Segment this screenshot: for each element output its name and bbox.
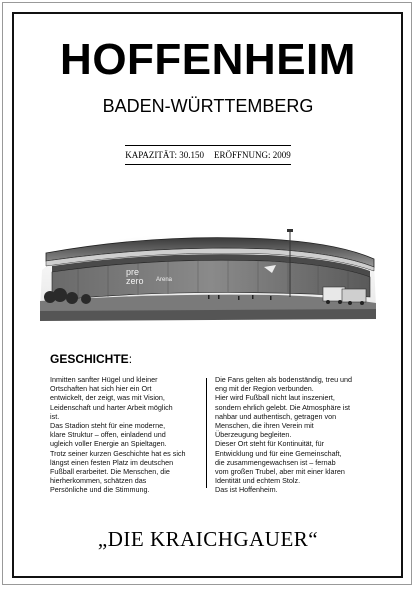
region-subtitle: BADEN-WÜRTTEMBERG	[102, 96, 314, 116]
poster-title: HOFFENHEIM	[60, 35, 356, 84]
capacity-info-bar	[125, 145, 291, 165]
text-line: nahbar und authentisch, getragen von	[215, 411, 337, 421]
text-line: Die Fans gelten als bodenständig, treu und	[215, 375, 353, 384]
stadium-sign-arena: Arena	[156, 277, 173, 283]
text-line: längst einen festen Platz im deutschen	[50, 457, 174, 467]
capacity-text: KAPAZITÄT: 30.150	[125, 150, 204, 160]
text-line: Menschen, die ihren Verein mit	[215, 421, 314, 431]
text-line: sondern ehrlich gelebt. Die Atmosphäre ist	[215, 402, 351, 412]
text-line: Ortschaften hat sich hier ein Ort	[50, 384, 152, 394]
text-line: Das Stadion steht für eine moderne,	[50, 421, 166, 431]
text-line: Das ist Hoffenheim.	[215, 485, 278, 495]
opening-text: ERÖFFNUNG: 2009	[213, 150, 291, 160]
text-line: Inmitten sanfter Hügel und kleiner	[50, 375, 158, 384]
text-line: ist.	[50, 411, 60, 421]
text-line: Leidenschaft und harter Arbeit möglich	[50, 402, 173, 412]
stadium-sign-zero: zero	[126, 276, 144, 286]
history-left-column	[50, 375, 200, 495]
section-heading	[50, 352, 132, 366]
text-line: Persönliche und die Stimmung.	[50, 485, 150, 495]
text-line: Dieser Ort steht für Kontinuität, für	[215, 439, 325, 449]
section-heading-text: GESCHICHTE	[50, 352, 129, 366]
text-line: die zusammengewachsen ist – fernab	[215, 457, 336, 467]
text-line: vom großen Trubel, aber mit einer klaren	[215, 467, 345, 477]
text-line: Trotz seiner kurzen Geschichte hat es sich	[50, 448, 186, 458]
section-heading-colon: :	[128, 352, 133, 366]
history-right-column	[215, 375, 367, 495]
stadium-illustration	[38, 215, 378, 325]
text-line: Identität und echtem Stolz.	[215, 476, 301, 486]
text-line: ugleich voller Energie an Spieltagen.	[50, 439, 167, 449]
text-line: Fußball erarbeitet. Die Menschen, die	[50, 467, 170, 477]
column-divider	[206, 378, 207, 488]
text-line: eng mit der Region verbunden.	[215, 384, 314, 394]
text-line: Entwicklung und für eine Gemeinschaft,	[215, 448, 342, 458]
stadium-sign-pre: pre	[126, 267, 140, 277]
text-line: hierherkommen, schätzen das	[50, 476, 147, 486]
text-line: entwickelt, der zeigt, was mit Vision,	[50, 393, 165, 403]
text-line: Überzeugung begleiten.	[215, 430, 292, 440]
text-line: Hier wird Fußball nicht laut inszeniert,	[215, 393, 335, 403]
club-nickname: „DIE KRAICHGAUER“	[97, 527, 319, 551]
text-line: klare Struktur – offen, einladend und	[50, 430, 166, 440]
